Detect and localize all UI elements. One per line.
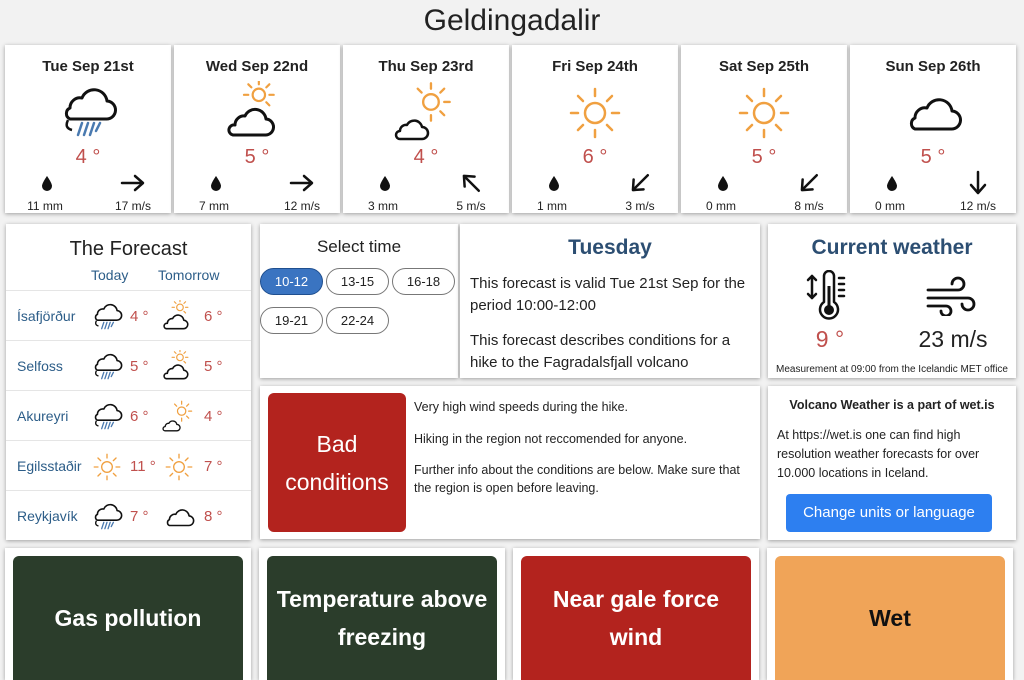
raindrop-icon [210,175,222,191]
column-tomorrow: Tomorrow [158,267,220,283]
day-temperature: 4 ° [75,146,101,168]
tile-line1: Near gale force [552,586,720,612]
precipitation: 11 mm [27,199,63,213]
rain-cloud-icon [90,300,124,334]
sun-icon [90,450,124,484]
tomorrow-temperature: 5 ° [204,358,223,375]
precipitation: 3 mm [368,199,398,213]
tomorrow-temperature: 7 ° [204,458,223,475]
gas-pollution-tile[interactable] [13,556,243,680]
column-today: Today [91,267,129,283]
precipitation: 0 mm [706,199,736,213]
select-time-panel [260,224,458,378]
day-name: Thu Sep 23rd [378,58,474,75]
forecast-description-text: This forecast describes conditions for a hike to the Fagradalsfjall volcano [470,332,731,371]
day-temperature: 5 ° [751,146,777,168]
rain-cloud-icon [90,500,124,534]
tile-line2: freezing [337,624,427,650]
wind-icon [926,276,976,316]
condition-tile-card [767,548,1013,680]
day-card[interactable] [5,45,171,213]
day-card[interactable] [850,45,1016,213]
about-text: At https://wet.is one can find high resolution weather forecasts for over 10.000 locations in Iceland. [777,428,980,480]
forecast-row[interactable] [6,390,251,440]
conditions-badge [268,393,406,532]
day-description-panel [460,224,760,378]
raindrop-icon [379,175,391,191]
precipitation: 0 mm [875,199,905,213]
tile-line2: wind [609,624,663,650]
day-name: Fri Sep 24th [552,58,638,75]
rain-cloud-icon [56,81,120,145]
today-temperature: 6 ° [130,408,149,425]
day-temperature: 6 ° [582,146,608,168]
current-weather-panel [768,224,1016,378]
sun-icon [732,81,796,145]
sun-icon [162,450,196,484]
wind-speed: 3 m/s [625,199,655,213]
day-temperature: 5 ° [244,146,270,168]
selected-day-title: Tuesday [568,236,652,259]
wind-speed: 12 m/s [959,199,996,213]
day-name: Wed Sep 22nd [205,58,309,75]
town-name: Egilsstaðir [17,458,82,474]
wind-direction-arrow-icon [119,173,147,193]
forecast-title: The Forecast [69,238,188,260]
current-temperature: 9 ° [815,326,845,352]
day-temperature: 5 ° [920,146,946,168]
forecast-row[interactable] [6,440,251,490]
time-option-10-12[interactable]: 10-12 [260,268,323,295]
thermometer-icon [806,270,852,322]
wind-speed: 5 m/s [456,199,486,213]
conditions-text: Very high wind speeds during the hike. [414,400,629,414]
time-option-13-15[interactable]: 13-15 [326,268,389,295]
town-name: Ísafjörður [17,308,76,324]
today-temperature: 11 ° [130,458,156,475]
wet-tile[interactable] [775,556,1005,680]
raindrop-icon [717,175,729,191]
partly-cloudy-icon [225,81,289,145]
partly-cloudy-icon [162,300,196,334]
temperature-tile[interactable] [267,556,497,680]
day-temperature: 4 ° [413,146,439,168]
rain-cloud-icon [90,350,124,384]
wind-direction-arrow-icon [623,166,657,200]
measurement-note: Measurement at 09:00 from the Icelandic MET office [776,364,1008,375]
tomorrow-temperature: 4 ° [204,408,223,425]
town-name: Reykjavík [17,508,78,524]
cloud-icon [901,81,965,145]
partly-cloudy-icon [162,350,196,384]
tomorrow-temperature: 6 ° [204,308,223,325]
sun-behind-cloud-icon [162,400,196,434]
wind-direction-arrow-icon [454,166,488,200]
tile-line1: Gas pollution [54,605,202,631]
town-name: Akureyri [17,408,69,424]
about-title: Volcano Weather is a part of wet.is [789,398,995,412]
raindrop-icon [886,175,898,191]
day-name: Tue Sep 21st [42,58,134,75]
forecast-validity-text: This forecast is valid Tue 21st Sep for the period 10:00-12:00 [470,275,746,314]
town-name: Selfoss [17,358,63,374]
condition-tile-card [5,548,251,680]
forecast-row[interactable] [6,290,251,340]
time-option-22-24[interactable]: 22-24 [326,307,389,334]
day-name: Sun Sep 26th [885,58,981,75]
tomorrow-temperature: 8 ° [204,508,223,525]
wind-direction-arrow-icon [288,173,316,193]
conditions-text: Hiking in the region not reccomended for anyone. [414,432,688,446]
day-card[interactable] [174,45,340,213]
wind-direction-arrow-icon [792,166,826,200]
day-card[interactable] [681,45,847,213]
precipitation: 7 mm [199,199,229,213]
tile-line1: Wet [869,605,911,631]
wind-speed: 8 m/s [794,199,824,213]
conditions-panel [260,386,760,539]
select-time-title: Select time [316,237,402,256]
change-units-button[interactable]: Change units or language [786,494,992,532]
wind-tile[interactable] [521,556,751,680]
forecast-row[interactable] [6,340,251,390]
today-temperature: 7 ° [130,508,149,525]
conditions-text: Further info about the conditions are below. Make sure that the region is open before leaving. [414,463,740,495]
raindrop-icon [41,175,53,191]
current-weather-title: Current weather [811,236,973,259]
conditions-badge-line1: Bad [316,430,358,457]
time-option-16-18[interactable]: 16-18 [392,268,455,295]
wind-speed: 12 m/s [283,199,320,213]
today-temperature: 5 ° [130,358,149,375]
today-temperature: 4 ° [130,308,149,325]
forecast-row[interactable] [6,490,251,540]
tile-line1: Temperature above [276,586,488,612]
about-panel [768,386,1016,540]
time-option-19-21[interactable]: 19-21 [260,307,323,334]
condition-tile-card [259,548,505,680]
forecast-panel [6,224,251,540]
wind-speed: 17 m/s [114,199,151,213]
conditions-badge-line2: conditions [285,468,389,495]
sun-behind-cloud-icon [394,81,458,145]
condition-tile-card [513,548,759,680]
raindrop-icon [548,175,560,191]
day-card[interactable] [512,45,678,213]
sun-icon [563,81,627,145]
rain-cloud-icon [90,400,124,434]
day-card[interactable] [343,45,509,213]
page-title: Geldingadalir [423,4,601,37]
wind-direction-arrow-icon [968,169,988,197]
precipitation: 1 mm [537,199,567,213]
cloud-icon [162,500,196,534]
current-wind-speed: 23 m/s [918,326,988,352]
day-name: Sat Sep 25th [718,58,810,75]
